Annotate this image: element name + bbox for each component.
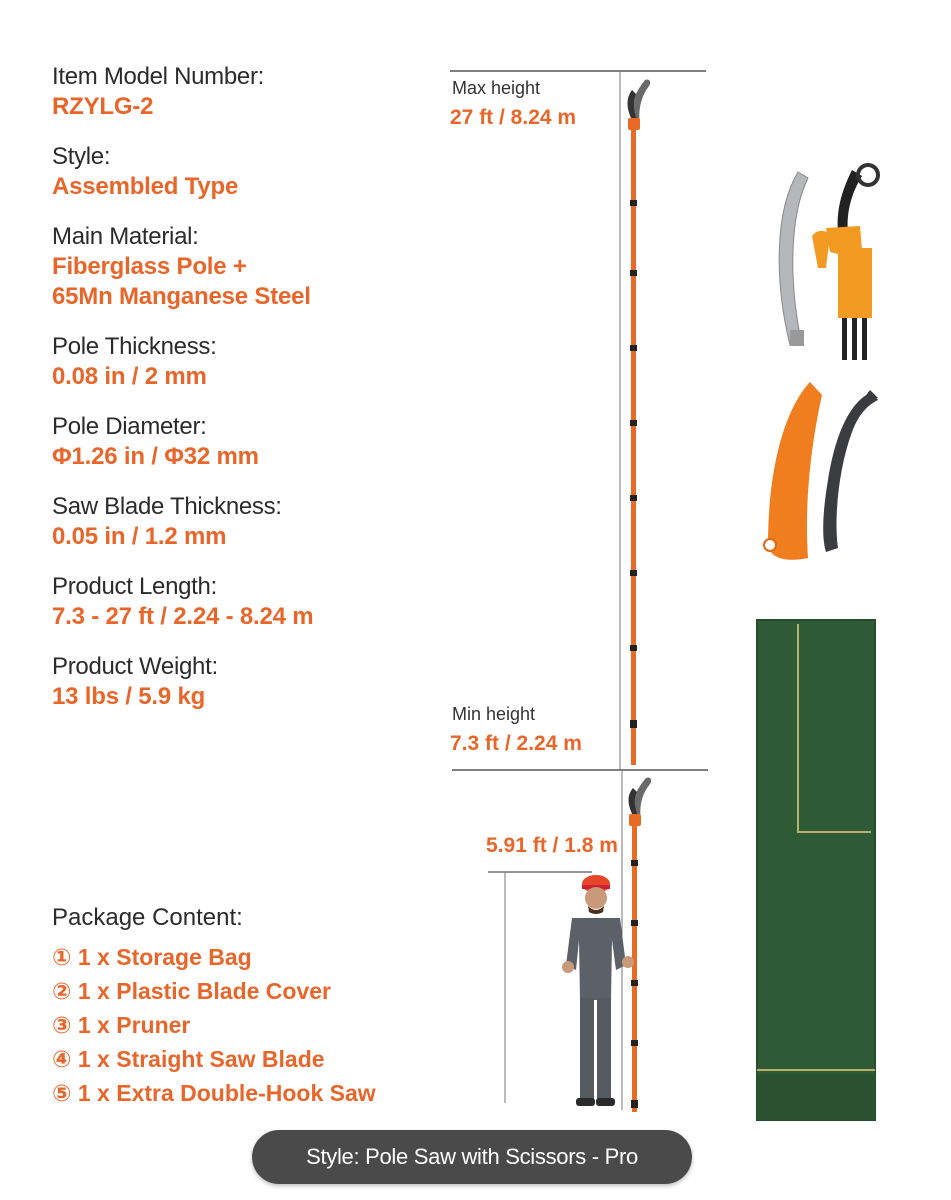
spec-value: 13 lbs / 5.9 kg [52,683,206,710]
extended-pole [630,125,637,765]
spec-value: Φ1.26 in / Φ32 mm [52,443,259,470]
spec-value: 0.08 in / 2 mm [52,363,207,390]
spec-label: Main Material: [52,223,199,250]
spec-label: Pole Diameter: [52,413,207,440]
spec-label: Item Model Number: [52,63,265,90]
plastic-blade-cover-icon [764,382,822,560]
spec-label: Product Weight: [52,653,218,680]
pruner-head-bottom-icon [629,777,652,826]
spec-label: Saw Blade Thickness: [52,493,282,520]
spec-value: RZYLG-2 [52,93,154,120]
max-height-value: 27 ft / 8.24 m [450,106,577,129]
package-item: ③ 1 x Pruner [52,1012,191,1038]
straight-saw-blade-icon [779,172,808,346]
pruner-head-top-icon [628,79,651,130]
pruner-head-icon [812,165,878,360]
max-height-label: Max height [452,78,541,98]
double-hook-saw-icon [823,390,878,552]
package-item: ⑤ 1 x Extra Double-Hook Saw [52,1080,376,1106]
person-figure-icon [562,875,634,1106]
spec-label: Product Length: [52,573,217,600]
style-pill: Style: Pole Saw with Scissors - Pro [252,1130,692,1184]
package-title: Package Content: [52,904,243,931]
package-item: ④ 1 x Straight Saw Blade [52,1046,325,1072]
spec-value: 0.05 in / 1.2 mm [52,523,227,550]
min-height-label: Min height [452,704,536,724]
spec-label: Pole Thickness: [52,333,217,360]
package-item: ① 1 x Storage Bag [52,944,252,970]
spec-value: 7.3 - 27 ft / 2.24 - 8.24 m [52,603,314,630]
package-item: ② 1 x Plastic Blade Cover [52,978,331,1004]
spec-value: Fiberglass Pole + [52,253,247,280]
spec-label: Style: [52,143,111,170]
collapsed-pole [631,822,638,1112]
person-height-value: 5.91 ft / 1.8 m [486,834,618,857]
storage-bag-icon [757,620,875,1120]
min-height-value: 7.3 ft / 2.24 m [450,732,582,755]
spec-value: Assembled Type [52,173,239,200]
spec-value-line2: 65Mn Manganese Steel [52,283,311,310]
